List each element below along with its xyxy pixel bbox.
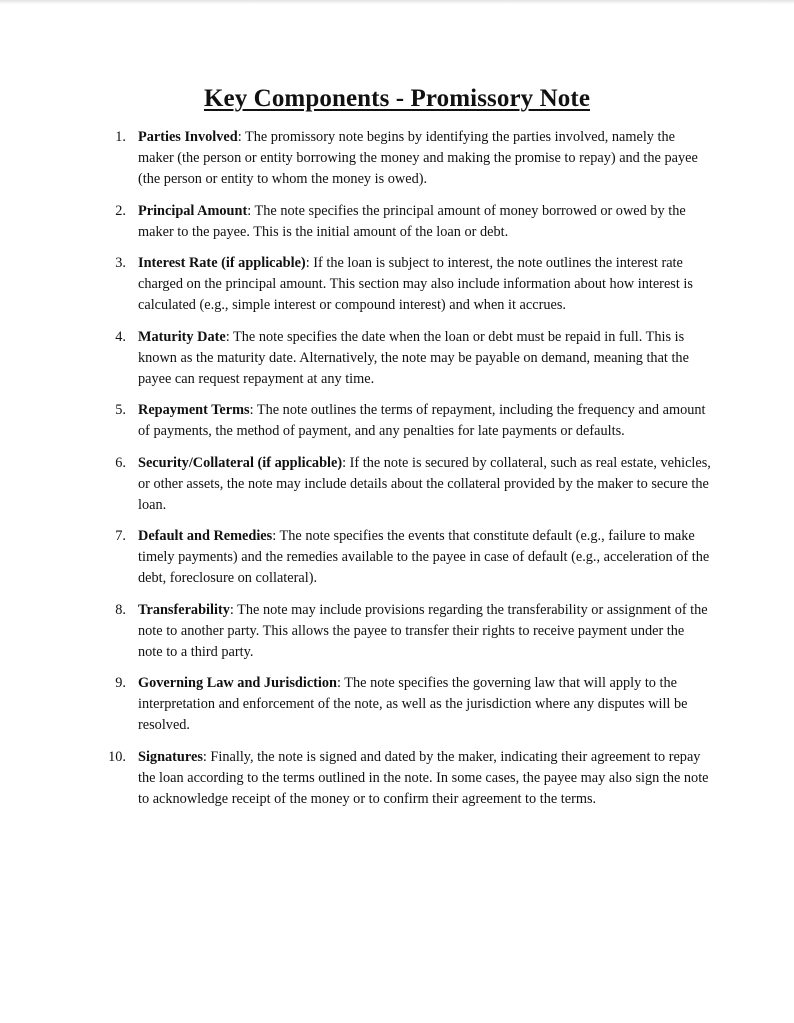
item-number: 9. <box>115 675 126 691</box>
item-text: : The note specifies the governing law that will apply to the interpretation and enforcement of the note, as well as the jurisdiction where any disputes will be resolved. <box>138 675 688 733</box>
item-term: Governing Law and Jurisdiction <box>138 675 337 691</box>
key-components-list <box>104 127 712 820</box>
item-number: 6. <box>115 454 126 471</box>
list-item <box>104 747 712 810</box>
item-text: : If the note is secured by collateral, such as real estate, vehicles, or other assets, the note may include details about the collateral provided by the maker to secure the loan. <box>138 454 711 513</box>
item-text: : The promissory note begins by identifying the parties involved, namely the maker (the person or entity borrowing the money and making the promise to repay) and the payee (the person or entity to whom the money is owed). <box>138 129 698 187</box>
item-number: 5. <box>115 402 126 418</box>
item-number: 1. <box>115 129 126 145</box>
item-term: Principal Amount <box>138 202 248 219</box>
item-term: Transferability <box>138 601 230 618</box>
document-title: Key Components - Promissory Note <box>203 85 591 112</box>
item-term: Parties Involved <box>138 129 238 145</box>
item-number: 7. <box>115 528 126 544</box>
item-number: 4. <box>115 328 126 345</box>
item-term: Maturity Date <box>138 328 226 345</box>
list-item <box>104 400 712 442</box>
item-text: : The note specifies the date when the loan or debt must be repaid in full. This is known as the maturity date. Alternatively, the note may be payable on demand, meaning that the payee can request repayment at any time. <box>138 328 689 387</box>
page-top-edge <box>0 0 794 4</box>
item-text: : The note specifies the events that constitute default (e.g., failure to make timely payments) and the remedies available to the payee in case of default (e.g., acceleration of the debt, foreclosure on collateral). <box>138 528 710 586</box>
list-item <box>104 327 712 390</box>
item-number: 10. <box>108 748 126 765</box>
list-item <box>104 673 712 736</box>
list-item <box>104 127 712 190</box>
item-number: 2. <box>115 202 126 219</box>
item-term: Signatures <box>138 748 203 765</box>
list-item <box>104 600 712 663</box>
item-text: : The note outlines the terms of repayment, including the frequency and amount of payments, the method of payment, and any penalties for late payments or defaults. <box>138 402 706 439</box>
item-term: Interest Rate (if applicable) <box>138 255 306 271</box>
item-term: Security/Collateral (if applicable) <box>138 454 343 471</box>
item-text: : Finally, the note is signed and dated by the maker, indicating their agreement to repay the loan according to the terms outlined in the note. In some cases, the payee may also sign the note to acknowledge receipt of the money or to confirm their agreement to the terms. <box>138 748 709 807</box>
item-text: : The note may include provisions regarding the transferability or assignment of the note to another party. This allows the payee to transfer their rights to receive payment under the note to a third party. <box>138 601 708 660</box>
list-item <box>104 453 712 516</box>
list-item <box>104 526 712 589</box>
item-number: 3. <box>115 255 126 271</box>
list-item <box>104 201 712 243</box>
item-term: Default and Remedies <box>138 528 273 544</box>
list-item <box>104 253 712 316</box>
item-text: : The note specifies the principal amount of money borrowed or owed by the maker to the payee. This is the initial amount of the loan or debt. <box>138 202 686 240</box>
item-term: Repayment Terms <box>138 402 250 418</box>
item-number: 8. <box>115 601 126 618</box>
item-text: : If the loan is subject to interest, the note outlines the interest rate charged on the principal amount. This section may also include information about how interest is calculated (e.g., simple interest or compound interest) and when it accrues. <box>138 255 693 313</box>
